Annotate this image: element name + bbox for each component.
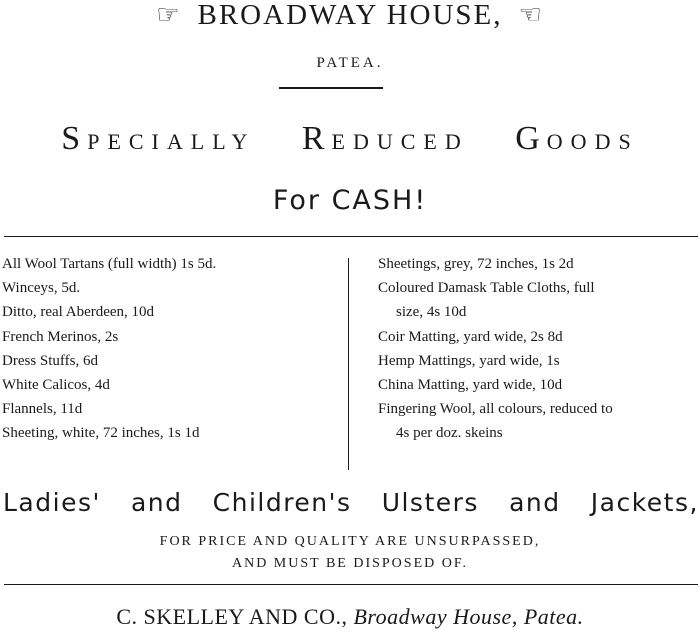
heading-rest-3: OODS: [546, 129, 639, 154]
right-price-list: [378, 252, 698, 446]
header-title-row: [0, 0, 700, 30]
list-item: Dress Stuffs, 6d: [2, 352, 98, 369]
list-item: Coloured Damask Table Cloths, full: [378, 280, 595, 297]
headline-word: Ladies': [3, 488, 101, 517]
list-item-continuation: size, 4s 10d: [396, 304, 467, 321]
heading-initial-3: G: [515, 120, 547, 157]
list-item: French Merinos, 2s: [2, 328, 119, 345]
headline-word: Jackets,: [590, 488, 699, 517]
pointing-hand-left-icon: ☜: [518, 0, 544, 29]
list-item: Ditto, real Aberdeen, 10d: [2, 304, 155, 321]
firm-name: C. SKELLEY AND CO.,: [116, 604, 348, 629]
list-item: Hemp Mattings, yard wide, 1s: [378, 352, 560, 369]
ulsters-headline: [3, 488, 699, 517]
list-item: Sheetings, grey, 72 inches, 1s 2d: [378, 256, 574, 272]
bottom-divider-rule: [4, 584, 698, 585]
headline-word: Ulsters: [381, 488, 479, 517]
main-heading: [0, 120, 700, 158]
short-divider: [279, 87, 383, 89]
heading-initial-1: S: [61, 120, 88, 157]
headline-word: Children's: [212, 488, 352, 517]
heading-initial-2: R: [301, 120, 332, 157]
list-item: Coir Matting, yard wide, 2s 8d: [378, 328, 563, 345]
left-price-list: [2, 252, 342, 446]
heading-rest-2: EDUCED: [331, 129, 469, 154]
firm-address: Broadway House, Patea.: [353, 604, 584, 629]
store-title: BROADWAY HOUSE,: [197, 0, 503, 31]
headline-word: and: [509, 488, 561, 517]
heading-rest-1: PECIALLY: [87, 129, 256, 154]
list-item: Winceys, 5d.: [2, 280, 81, 297]
list-item-continuation: 4s per doz. skeins: [396, 425, 503, 442]
sub-heading: For CASH!: [272, 185, 428, 216]
list-item: All Wool Tartans (full width) 1s 5d.: [2, 256, 217, 272]
list-item: Flannels, 11d: [2, 401, 83, 418]
top-divider-rule: [4, 236, 698, 237]
notice-line-2: AND MUST BE DISPOSED OF.: [231, 556, 469, 571]
list-item: China Matting, yard wide, 10d: [378, 377, 563, 394]
footer-signature: [0, 604, 700, 630]
pointing-hand-right-icon: ☞: [156, 0, 182, 29]
store-location: PATEA.: [316, 55, 384, 71]
headline-word: and: [130, 488, 183, 517]
column-divider: [348, 258, 349, 470]
list-item: Fingering Wool, all colours, reduced to: [378, 401, 613, 418]
list-item: White Calicos, 4d: [2, 377, 110, 394]
notice-line-1: FOR PRICE AND QUALITY ARE UNSURPASSED,: [159, 534, 541, 549]
list-item: Sheeting, white, 72 inches, 1s 1d: [2, 425, 200, 442]
